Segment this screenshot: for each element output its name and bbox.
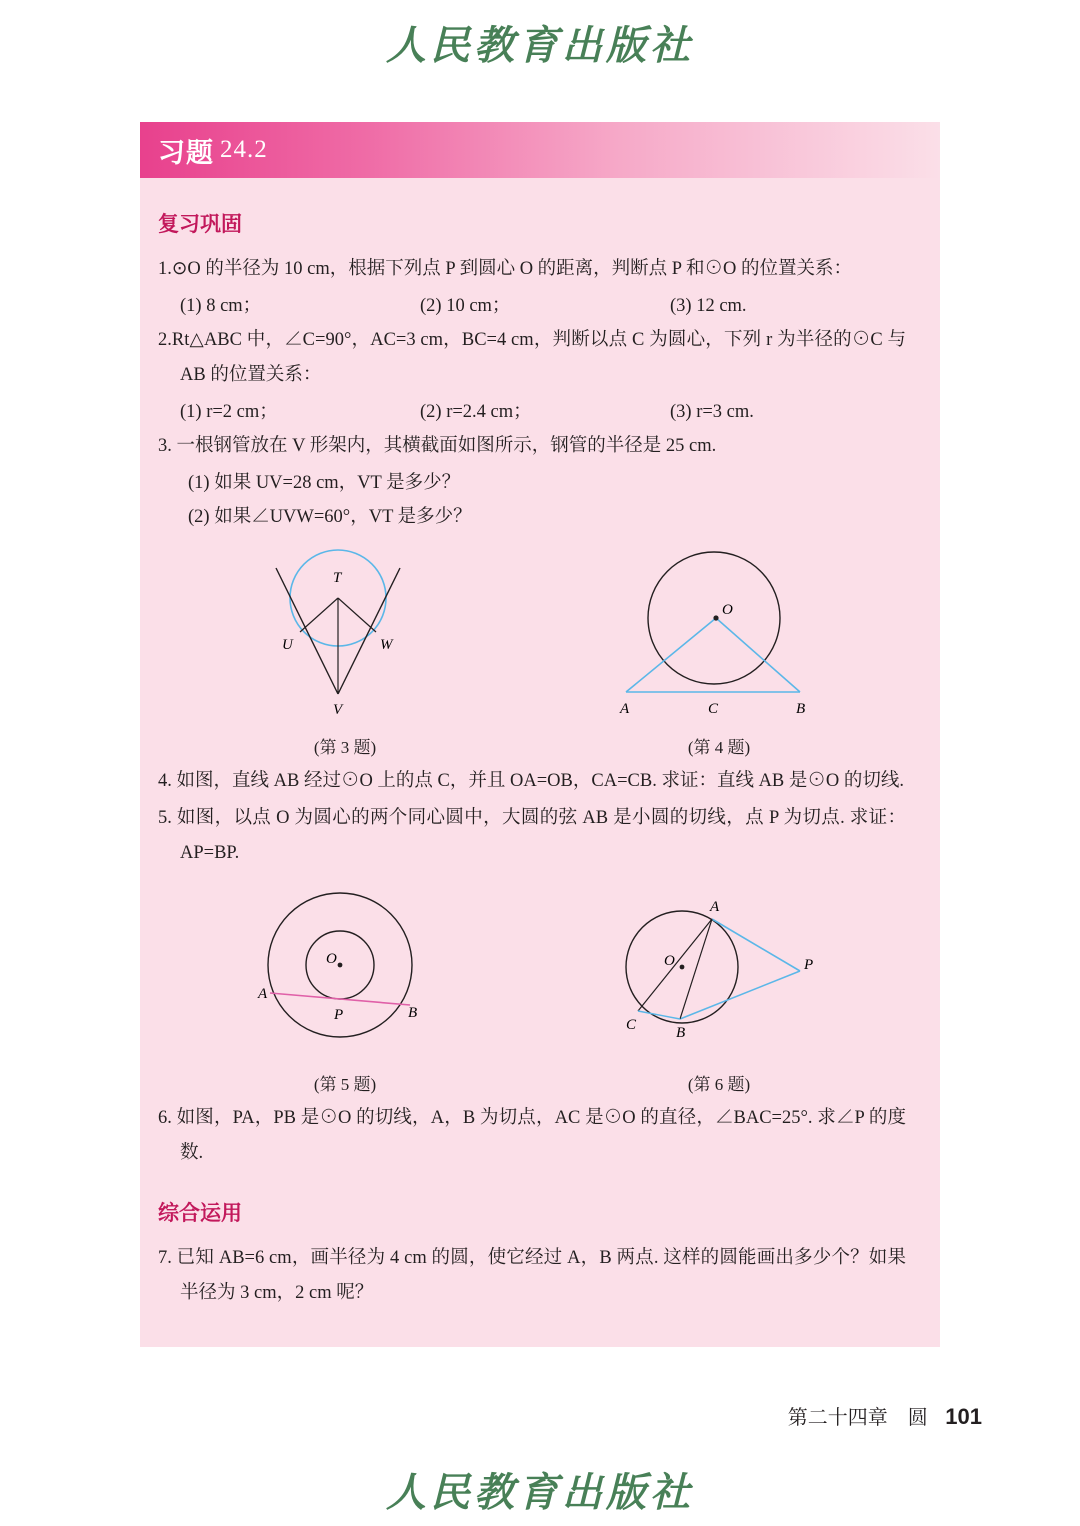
svg-text:C: C bbox=[708, 701, 719, 717]
figure-6-drawing bbox=[604, 883, 834, 1063]
exercise-number: 24.2 bbox=[220, 136, 268, 163]
svg-text:P: P bbox=[334, 1007, 344, 1023]
figure-4-caption: (第 4 题) bbox=[687, 738, 751, 757]
problem-5: 5. 如图，以点 O 为圆心的两个同心圆中，大圆的弦 AB 是小圆的切线，点 P 为切点. 求证：AP=BP. bbox=[158, 808, 906, 863]
problem-3-sub-1: (1) 如果 UV=28 cm，VT 是多少？ bbox=[188, 473, 461, 493]
problem-4: 4. 如图，直线 AB 经过⊙O 上的点 C，并且 OA=OB，CA=CB. 求证：直线 AB 是⊙O 的切线. bbox=[158, 771, 905, 791]
problem-7: 7. 已知 AB=6 cm，画半径为 4 cm 的圆，使它经过 A，B 两点. 这样的圆能画出多少个？如果半径为 3 cm，2 cm 呢？ bbox=[158, 1248, 906, 1303]
problem-3: 3. 一根钢管放在 V 形架内，其横截面如图所示，钢管的半径是 25 cm. bbox=[158, 436, 717, 456]
problem-2: 2.Rt△ABC 中，∠C=90°，AC=3 cm，BC=4 cm，判断以点 C 为圆心，下列 r 为半径的⊙C 与 AB 的位置关系： bbox=[158, 330, 906, 385]
svg-text:O: O bbox=[326, 951, 337, 967]
svg-text:W: W bbox=[380, 637, 393, 653]
footer-page-number: 101 bbox=[945, 1404, 982, 1429]
figure-4-box bbox=[604, 546, 834, 758]
problem-2-option-3: (3) r=3 cm. bbox=[670, 402, 754, 422]
problem-2-option-2: (2) r=2.4 cm； bbox=[420, 402, 532, 422]
figure-5-caption: (第 5 题) bbox=[313, 1075, 377, 1094]
page-footer bbox=[0, 1401, 1080, 1430]
exercise-body bbox=[140, 178, 940, 1347]
footer-chapter: 第二十四章 圆 bbox=[787, 1407, 928, 1429]
svg-text:P: P bbox=[804, 957, 814, 973]
problem-1-option-2: (2) 10 cm； bbox=[420, 296, 511, 316]
exercise-header bbox=[140, 122, 940, 178]
svg-text:B: B bbox=[408, 1005, 418, 1021]
problem-1: 1.⊙O 的半径为 10 cm，根据下列点 P 到圆心 O 的距离，判断点 P 和⊙O 的位置关系： bbox=[158, 259, 853, 279]
svg-text:O: O bbox=[664, 953, 675, 969]
svg-text:B: B bbox=[796, 701, 806, 717]
problem-2-options bbox=[158, 395, 906, 429]
problem-2-option-1: (1) r=2 cm； bbox=[180, 402, 278, 422]
figure-5-drawing bbox=[230, 883, 460, 1063]
section-title-review: 复习巩固 bbox=[158, 213, 242, 236]
exercise-panel bbox=[140, 122, 940, 1347]
problem-1-option-3: (3) 12 cm. bbox=[670, 296, 747, 316]
svg-text:U: U bbox=[282, 637, 293, 653]
figure-5-box bbox=[230, 883, 460, 1095]
figure-6-box bbox=[604, 883, 834, 1095]
svg-text:A: A bbox=[258, 986, 268, 1002]
figure-4-drawing bbox=[604, 546, 834, 726]
problem-6: 6. 如图，PA，PB 是⊙O 的切线，A，B 为切点，AC 是⊙O 的直径，∠BAC=25°. 求∠P 的度数. bbox=[158, 1108, 906, 1163]
svg-text:A: A bbox=[710, 899, 720, 915]
svg-text:T: T bbox=[333, 570, 342, 586]
section-title-comprehensive: 综合运用 bbox=[158, 1202, 242, 1225]
problem-1-options bbox=[158, 289, 906, 323]
svg-text:A: A bbox=[620, 701, 630, 717]
problem-3-sub-2: (2) 如果∠UVW=60°，VT 是多少？ bbox=[188, 507, 472, 527]
exercise-title: 习题 bbox=[158, 137, 214, 168]
publisher-watermark-top: 人民教育出版社 bbox=[386, 23, 694, 68]
publisher-watermark-bottom: 人民教育出版社 bbox=[386, 1470, 694, 1515]
svg-text:B: B bbox=[676, 1025, 686, 1041]
problem-1-option-1: (1) 8 cm； bbox=[180, 296, 262, 316]
figure-3-drawing bbox=[230, 546, 460, 726]
figure-6-caption: (第 6 题) bbox=[687, 1075, 751, 1094]
figure-row-2 bbox=[158, 883, 906, 1095]
svg-text:O: O bbox=[722, 602, 733, 618]
figure-3-box bbox=[230, 546, 460, 758]
figure-row-1 bbox=[158, 546, 906, 758]
figure-3-caption: (第 3 题) bbox=[313, 738, 377, 757]
svg-text:C: C bbox=[626, 1017, 637, 1033]
svg-text:V: V bbox=[333, 702, 343, 718]
